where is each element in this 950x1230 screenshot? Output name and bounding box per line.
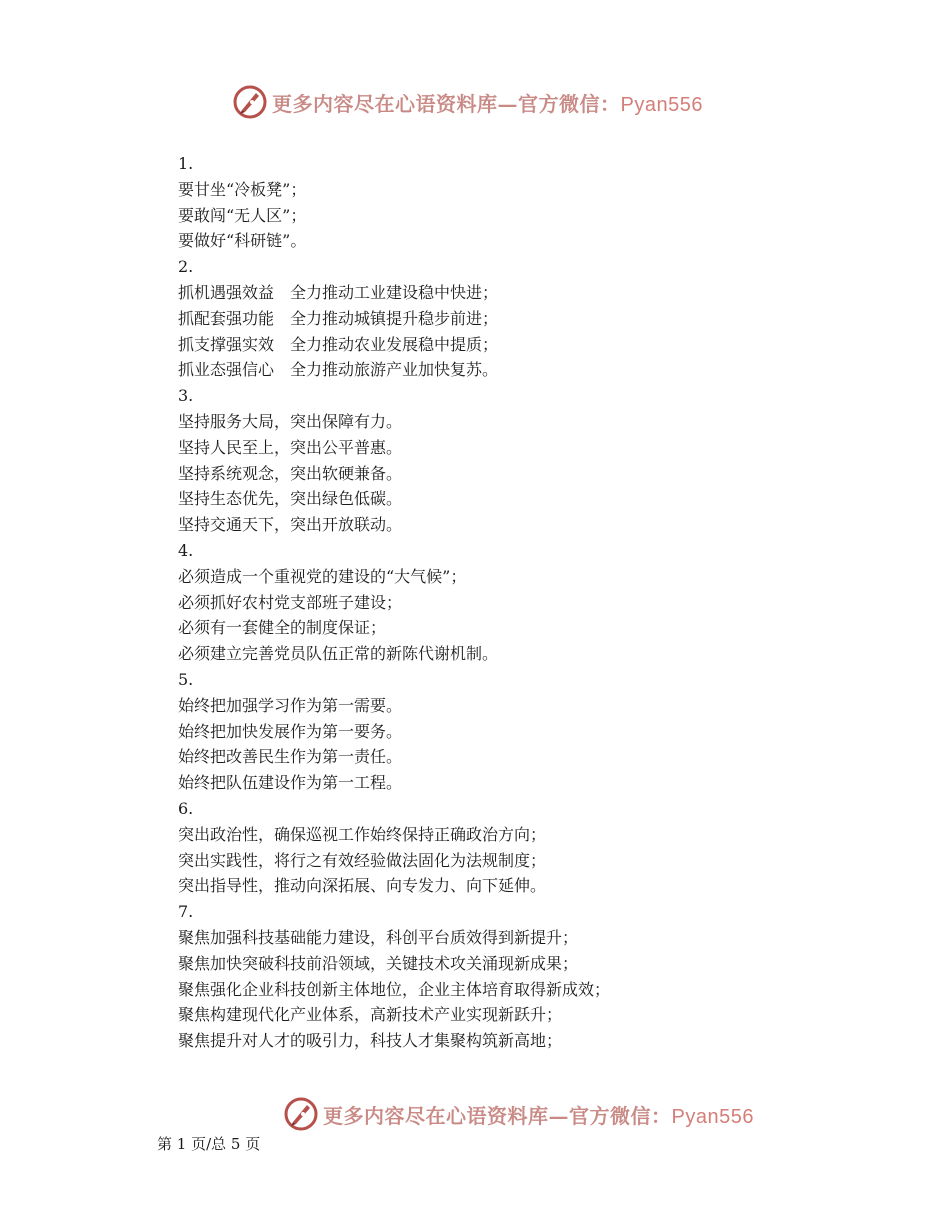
pen-logo-icon — [232, 84, 268, 120]
section-number: 6. — [178, 798, 194, 818]
text-line: 必须建立完善党员队伍正常的新陈代谢机制。 — [178, 644, 499, 664]
text-line: 必须造成一个重视党的建设的“大气候”； — [178, 566, 467, 586]
text-line: 必须抓好农村党支部班子建设； — [178, 592, 403, 612]
text-line: 始终把加强学习作为第一需要。 — [178, 695, 403, 715]
text-line: 始终把加快发展作为第一要务。 — [178, 721, 403, 741]
wechat-id: Pyan556 — [620, 93, 703, 116]
text-line: 突出指导性，推动向深拓展、向专发力、向下延伸。 — [178, 876, 547, 896]
text-line: 聚焦加快突破科技前沿领域，关键技术攻关涌现新成果； — [178, 953, 579, 973]
section-number: 2. — [178, 257, 194, 277]
section-number: 7. — [178, 902, 194, 922]
text-line: 突出实践性，将行之有效经验做法固化为法规制度； — [178, 850, 547, 870]
text-line: 突出政治性，确保巡视工作始终保持正确政治方向； — [178, 824, 547, 844]
footer-banner — [283, 1094, 754, 1134]
text-line: 聚焦提升对人才的吸引力，科技人才集聚构筑新高地； — [178, 1031, 563, 1051]
text-line: 要敢闯“无人区”； — [178, 205, 307, 225]
text-line: 聚焦强化企业科技创新主体地位，企业主体培育取得新成效； — [178, 979, 611, 999]
text-line: 聚焦构建现代化产业体系，高新技术产业实现新跃升； — [178, 1005, 563, 1025]
text-line: 坚持系统观念，突出软硬兼备。 — [178, 463, 403, 483]
text-line: 要甘坐“冷板凳”； — [178, 179, 307, 199]
header-banner — [232, 82, 703, 122]
text-line: 抓配套强功能 全力推动城镇提升稳步前进； — [178, 308, 499, 328]
section-number: 1. — [178, 154, 194, 173]
text-line: 抓支撑强实效 全力推动农业发展稳中提质； — [178, 334, 499, 354]
text-line: 必须有一套健全的制度保证； — [178, 618, 387, 638]
section-number: 3. — [178, 386, 194, 406]
pen-logo-icon — [283, 1096, 319, 1132]
section-number: 5. — [178, 669, 194, 689]
text-line: 坚持服务大局，突出保障有力。 — [178, 411, 403, 431]
text-line: 要做好“科研链”。 — [178, 231, 307, 251]
text-line: 始终把队伍建设作为第一工程。 — [178, 773, 403, 793]
text-line: 始终把改善民生作为第一责任。 — [178, 747, 403, 767]
text-line: 抓业态强信心 全力推动旅游产业加快复苏。 — [178, 360, 499, 380]
document-body — [178, 151, 798, 1054]
page-number: 第 1 页/总 5 页 — [157, 1135, 261, 1153]
text-line: 聚焦加强科技基础能力建设，科创平台质效得到新提升； — [178, 927, 579, 947]
wechat-id: Pyan556 — [671, 1105, 754, 1128]
text-line: 坚持生态优先，突出绿色低碳。 — [178, 489, 403, 509]
banner-text: 更多内容尽在心语资料库—官方微信：Pyan556 — [323, 1103, 754, 1128]
text-line: 坚持人民至上，突出公平普惠。 — [178, 437, 403, 457]
text-line: 抓机遇强效益 全力推动工业建设稳中快进； — [178, 282, 499, 302]
section-number: 4. — [178, 540, 194, 560]
banner-text: 更多内容尽在心语资料库—官方微信：Pyan556 — [272, 91, 703, 116]
text-line: 坚持交通天下，突出开放联动。 — [178, 515, 403, 535]
